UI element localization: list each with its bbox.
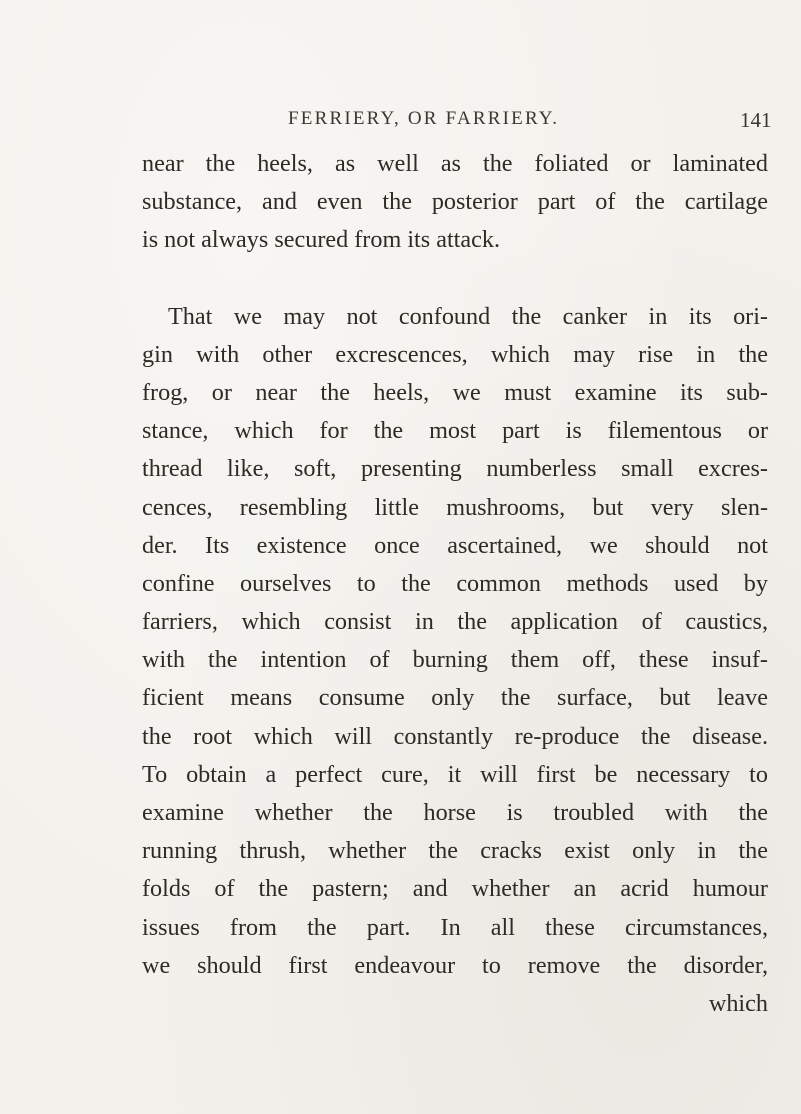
text-line: issues from the part. In all these circumstances, bbox=[142, 913, 768, 941]
body-text bbox=[142, 145, 768, 1023]
text-line: examine whether the horse is troubled with the bbox=[142, 799, 768, 826]
text-line: frog, or near the heels, we must examine its sub- bbox=[142, 378, 768, 406]
text-line: cences, resembling little mushrooms, but very slen- bbox=[142, 493, 768, 521]
text-line: thread like, soft, presenting numberless small excres- bbox=[142, 455, 768, 483]
text-line: That we may not confound the canker in its ori- bbox=[168, 302, 768, 330]
paragraph-1 bbox=[142, 145, 768, 260]
paragraph-2 bbox=[142, 298, 768, 985]
running-title: FERRIERY, OR FARRIERY. bbox=[288, 108, 560, 129]
text-line: we should first endeavour to remove the disorder, bbox=[142, 951, 768, 979]
page-number: 141 bbox=[740, 108, 772, 132]
text-line: near the heels, as well as the foliated or laminated bbox=[142, 150, 768, 177]
text-line: stance, which for the most part is filementous or bbox=[142, 417, 768, 445]
text-line: ficient means consume only the surface, but leave bbox=[142, 684, 768, 712]
text-line: running thrush, whether the cracks exist only in the bbox=[142, 837, 768, 865]
text-line: is not always secured from its attack. bbox=[142, 226, 501, 254]
text-line: der. Its existence once ascertained, we should not bbox=[142, 531, 768, 559]
text-line: substance, and even the posterior part of the cartilage bbox=[142, 188, 768, 216]
text-line: the root which will constantly re-produce the disease. bbox=[142, 722, 768, 750]
text-line: with the intention of burning them off, these insuf- bbox=[142, 646, 768, 674]
running-head bbox=[0, 108, 801, 138]
paragraph-gap bbox=[142, 260, 768, 298]
text-line: folds of the pastern; and whether an acrid humour bbox=[142, 875, 768, 903]
text-line: gin with other excrescences, which may rise in the bbox=[142, 340, 768, 368]
text-line: farriers, which consist in the application of caustics, bbox=[142, 608, 768, 636]
text-line: To obtain a perfect cure, it will first be necessary to bbox=[142, 760, 768, 788]
text-line: confine ourselves to the common methods used by bbox=[142, 569, 768, 597]
catchword: which bbox=[708, 989, 768, 1017]
